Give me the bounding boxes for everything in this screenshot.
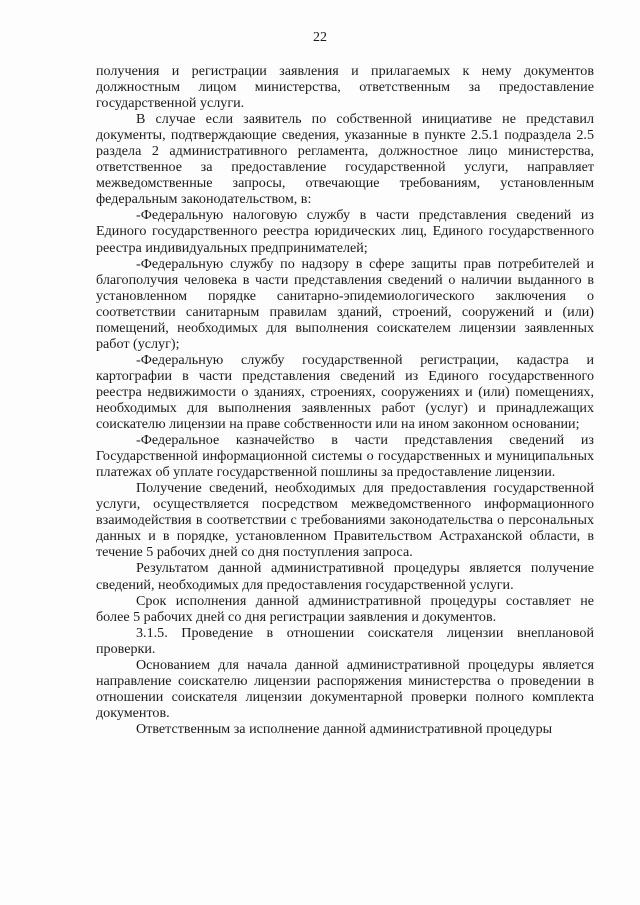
paragraph-procedure-term: Срок исполнения данной административной процедуры составляет не более 5 рабочих дней со дня регистрации заявления и документов. bbox=[96, 592, 594, 625]
paragraph-responsible: Ответственным за исполнение данной административной процедуры bbox=[136, 720, 553, 737]
paragraph-continuation: получения и регистрации заявления и прилагаемых к нему документов должностным лицом министерства, ответственным за предоставление государственной услуги. bbox=[96, 63, 594, 112]
paragraph-procedure-result: Результатом данной административной процедуры является получение сведений, необходимых для предоставления государственной услуги. bbox=[96, 560, 594, 593]
paragraph-interagency-requests: В случае если заявитель по собственной инициативе не представил документы, подтверждающие сведения, указанные в пункте 2.5.1 подраздела 2.5 раздела 2 административного регламента, должностное лицо министерства, ответственное за предоставление государственной услуги, направляет межведомственные запросы, отвечающие требованиям, установленным федеральным законодательством, в: bbox=[96, 111, 594, 208]
list-item-state-registration: -Федеральную службу государственной регистрации, кадастра и картографии в части представления сведений из Единого государственного реестра недвижимости о зданиях, строениях, сооружениях и (или) помещениях, необходимых для выполнения заявленных работ (услуг) и принадлежащих соискателю лицензии на праве собственности или на ином законном основании; bbox=[96, 351, 594, 433]
paragraph-obtaining-information: Получение сведений, необходимых для предоставления государственной услуги, осуществляется посредством межведомственного информационного взаимодействия в соответствии с требованиями законодательства о персональных данных и в порядке, установленном Правительством Астраханской области, в течение 5 рабочих дней со дня поступления запроса. bbox=[96, 480, 594, 561]
page-number: 22 bbox=[313, 30, 327, 45]
list-item-consumer-protection: -Федеральную службу по надзору в сфере защиты прав потребителей и благополучия человека в части представления сведений о наличии выданного в установленном порядке санитарно-эпидемиологического заключения о соответствии санитарным правилам зданий, строений, сооружений и (или) помещений, необходимых для выполнения соискателем лицензии заявленных работ (услуг); bbox=[96, 255, 594, 352]
section-heading-3-1-5: 3.1.5. Проведение в отношении соискателя лицензии внеплановой проверки. bbox=[96, 624, 594, 657]
paragraph-procedure-basis: Основанием для начала данной административной процедуры является направление соискателю лицензии распоряжения министерства о проведении в отношении соискателя лицензии документарной проверки полного комплекта документов. bbox=[96, 656, 594, 721]
document-body bbox=[96, 63, 594, 737]
list-item-treasury: -Федеральное казначейство в части представления сведений из Государственной информационной системы о государственных и муниципальных платежах об уплате государственной пошлины за предоставление лицензии. bbox=[96, 432, 594, 481]
list-item-tax-service: -Федеральную налоговую службу в части представления сведений из Единого государственного реестра юридических лиц, Единого государственного реестра индивидуальных предпринимателей; bbox=[96, 207, 594, 256]
